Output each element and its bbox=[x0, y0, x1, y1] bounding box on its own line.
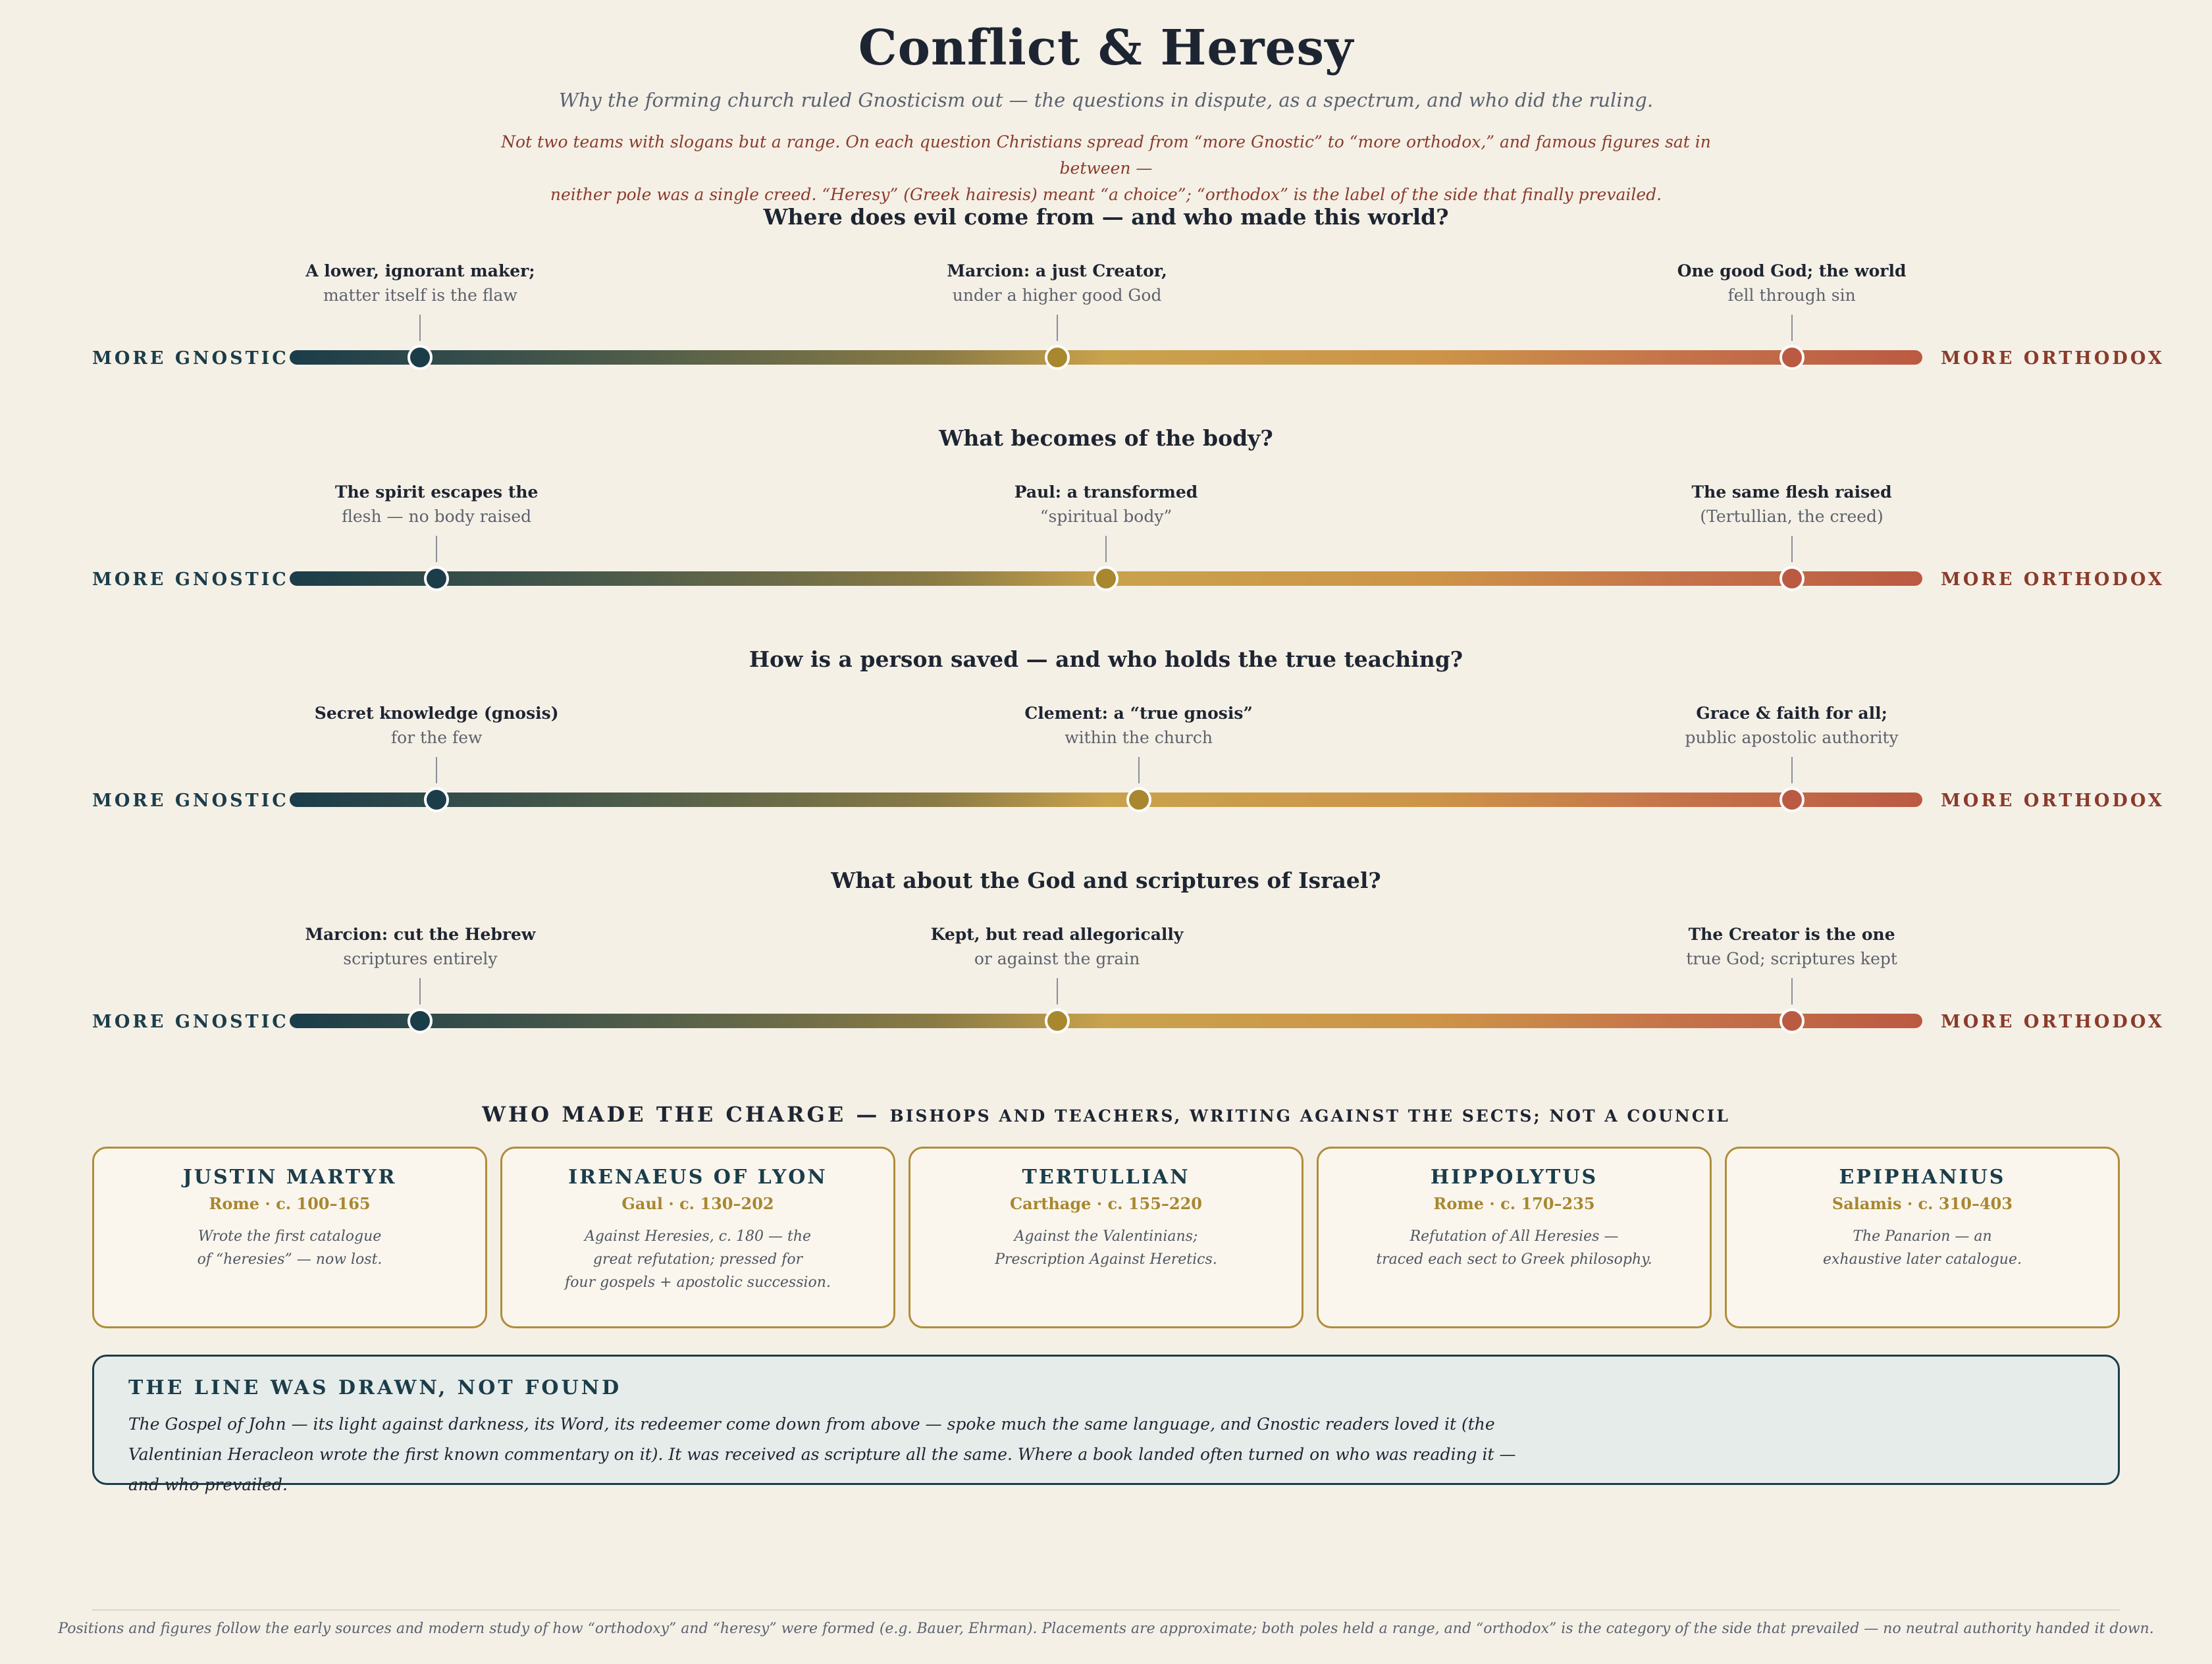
position-label-line1: One good God; the world bbox=[1677, 261, 1907, 280]
card-name: EPIPHANIUS bbox=[1839, 1166, 2006, 1189]
card-meta: Rome · c. 170–235 bbox=[1433, 1194, 1595, 1213]
position-tick bbox=[436, 757, 437, 783]
pole-label-orthodox: MORE ORTHODOX bbox=[1941, 1012, 2165, 1032]
position-label-line2: for the few bbox=[390, 728, 483, 747]
position-marker-gnostic bbox=[424, 566, 449, 591]
position-label-orthodox bbox=[1621, 923, 1963, 972]
card-description-line: of “heresies” — now lost. bbox=[197, 1251, 382, 1268]
position-label-line2: flesh — no body raised bbox=[342, 507, 532, 526]
card-meta: Gaul · c. 130–202 bbox=[621, 1194, 774, 1213]
charge-heading-sub: BISHOPS AND TEACHERS, WRITING AGAINST THE SECTS; NOT A COUNCIL bbox=[889, 1106, 1730, 1126]
card-name: HIPPOLYTUS bbox=[1430, 1166, 1598, 1189]
position-tick bbox=[436, 536, 437, 562]
pole-label-orthodox: MORE ORTHODOX bbox=[1941, 791, 2165, 811]
position-tick bbox=[1791, 536, 1793, 562]
position-label-line2: public apostolic authority bbox=[1685, 728, 1899, 747]
position-label-line1: A lower, ignorant maker; bbox=[305, 261, 535, 280]
card-name: IRENAEUS OF LYON bbox=[568, 1166, 828, 1189]
position-marker-orthodox bbox=[1779, 787, 1804, 812]
note-title: THE LINE WAS DRAWN, NOT FOUND bbox=[128, 1376, 622, 1399]
position-label-line1: The spirit escapes the bbox=[334, 482, 539, 502]
position-label-line1: Kept, but read allegorically bbox=[930, 925, 1184, 944]
card-description-line: exhaustive later catalogue. bbox=[1823, 1251, 2022, 1268]
position-tick bbox=[419, 315, 421, 341]
note-line-1: The Gospel of John — its light against darkness, its Word, its redeemer come down from above — spoke much the same language, and Gnostic readers loved it (the bbox=[128, 1415, 1495, 1434]
position-label-line1: The same flesh raised bbox=[1691, 482, 1892, 502]
card-description-line: Against the Valentinians; bbox=[1014, 1228, 1198, 1245]
position-label-middle bbox=[935, 481, 1277, 529]
pole-label-gnostic: MORE GNOSTIC bbox=[92, 1012, 289, 1032]
note-box bbox=[92, 1355, 2120, 1494]
pole-label-orthodox: MORE ORTHODOX bbox=[1941, 569, 2165, 590]
position-label-orthodox bbox=[1621, 481, 1963, 529]
position-marker-orthodox bbox=[1779, 1008, 1804, 1033]
card-description-line: traced each sect to Greek philosophy. bbox=[1376, 1251, 1652, 1268]
intro-line-1: Not two teams with slogans but a range. On each question Christians spread from “more Gnostic” to “more orthodox,” and famous figures sat in between — bbox=[501, 132, 1711, 178]
position-label-line1: Grace & faith for all; bbox=[1696, 704, 1887, 723]
question-title: What about the God and scriptures of Israel? bbox=[831, 868, 1381, 893]
position-marker-gnostic bbox=[408, 1008, 433, 1033]
spectrum-bar bbox=[290, 350, 1922, 365]
position-marker-gnostic bbox=[408, 345, 433, 370]
position-marker-gnostic bbox=[424, 787, 449, 812]
position-tick bbox=[1138, 757, 1140, 783]
page-title: Conflict & Heresy bbox=[858, 20, 1354, 76]
pole-label-gnostic: MORE GNOSTIC bbox=[92, 348, 289, 369]
position-label-gnostic bbox=[249, 259, 591, 308]
note-body bbox=[128, 1409, 1544, 1500]
card-name: JUSTIN MARTYR bbox=[182, 1166, 397, 1189]
card-epiphanius bbox=[1725, 1147, 2120, 1328]
card-description-line: four gospels + apostolic succession. bbox=[565, 1274, 831, 1291]
position-label-line2: scriptures entirely bbox=[343, 949, 498, 968]
card-description-line: Refutation of All Heresies — bbox=[1409, 1228, 1619, 1245]
footer-divider bbox=[92, 1609, 2120, 1611]
position-label-line2: matter itself is the flaw bbox=[323, 286, 517, 305]
position-label-gnostic bbox=[265, 702, 608, 750]
intro-line-2: neither pole was a single creed. “Heresy” (Greek hairesis) meant “a choice”; “orthodox” is the label of the side that finally prevailed. bbox=[550, 185, 1662, 204]
position-marker-middle bbox=[1045, 1008, 1070, 1033]
question-title: What becomes of the body? bbox=[939, 425, 1273, 451]
card-description-line: Against Heresies, c. 180 — the bbox=[584, 1228, 812, 1245]
card-description-line: The Panarion — an bbox=[1853, 1228, 1992, 1245]
position-label-gnostic bbox=[249, 923, 591, 972]
charge-heading bbox=[0, 1102, 2212, 1127]
position-tick bbox=[1105, 536, 1107, 562]
position-tick bbox=[1791, 757, 1793, 783]
position-label-middle bbox=[968, 702, 1310, 750]
position-tick bbox=[419, 978, 421, 1004]
card-justin-martyr bbox=[92, 1147, 487, 1328]
intro-text bbox=[487, 129, 1725, 208]
spectrum-body bbox=[0, 425, 2212, 623]
page-subtitle: Why the forming church ruled Gnosticism out — the questions in dispute, as a spectrum, and who did the ruling. bbox=[558, 89, 1654, 111]
question-title: Where does evil come from — and who made this world? bbox=[763, 204, 1449, 230]
card-hippolytus bbox=[1317, 1147, 1712, 1328]
position-tick bbox=[1057, 978, 1058, 1004]
position-label-line2: (Tertullian, the creed) bbox=[1700, 507, 1883, 526]
position-label-orthodox bbox=[1621, 702, 1963, 750]
position-marker-middle bbox=[1126, 787, 1151, 812]
position-label-gnostic bbox=[265, 481, 608, 529]
card-description-line: Wrote the first catalogue bbox=[198, 1228, 382, 1245]
position-label-line1: Marcion: cut the Hebrew bbox=[305, 925, 536, 944]
pole-label-orthodox: MORE ORTHODOX bbox=[1941, 348, 2165, 369]
position-marker-orthodox bbox=[1779, 566, 1804, 591]
spectrum-evil-origin bbox=[0, 204, 2212, 402]
position-label-line1: Marcion: a just Creator, bbox=[947, 261, 1167, 280]
card-description bbox=[968, 1225, 1244, 1271]
card-meta: Carthage · c. 155–220 bbox=[1009, 1194, 1203, 1213]
position-label-line2: “spiritual body” bbox=[1040, 507, 1172, 526]
card-irenaeus bbox=[500, 1147, 895, 1328]
spectrum-bar bbox=[290, 793, 1922, 807]
pole-label-gnostic: MORE GNOSTIC bbox=[92, 791, 289, 811]
position-label-line2: within the church bbox=[1065, 728, 1213, 747]
card-description-line: great refutation; pressed for bbox=[592, 1251, 803, 1268]
card-description bbox=[560, 1225, 836, 1294]
card-name: TERTULLIAN bbox=[1022, 1166, 1190, 1189]
position-label-orthodox bbox=[1621, 259, 1963, 308]
position-label-middle bbox=[886, 923, 1228, 972]
position-label-line2: fell through sin bbox=[1727, 286, 1856, 305]
position-label-line2: or against the grain bbox=[974, 949, 1140, 968]
card-description bbox=[1784, 1225, 2061, 1271]
card-meta: Rome · c. 100–165 bbox=[209, 1194, 371, 1213]
position-tick bbox=[1791, 315, 1793, 341]
note-line-2: Valentinian Heracleon wrote the first known commentary on it). It was received as scripture all the same. Where a book landed often turned on who was reading it — and who prevailed. bbox=[128, 1445, 1516, 1494]
charge-heading-main: WHO MADE THE CHARGE — bbox=[482, 1102, 890, 1127]
position-label-line2: under a higher good God bbox=[952, 286, 1162, 305]
position-label-middle bbox=[886, 259, 1228, 308]
spectrum-israel bbox=[0, 868, 2212, 1065]
pole-label-gnostic: MORE GNOSTIC bbox=[92, 569, 289, 590]
card-meta: Salamis · c. 310–403 bbox=[1831, 1194, 2013, 1213]
position-label-line2: true God; scriptures kept bbox=[1686, 949, 1897, 968]
spectrum-salvation bbox=[0, 646, 2212, 844]
card-tertullian bbox=[908, 1147, 1304, 1328]
footer-note: Positions and figures follow the early sources and modern study of how “orthodoxy” and “heresy” were formed (e.g. Bauer, Ehrman). Placements are approximate; both poles held a range, and “orthodox” is the category of the side that prevailed — no neutral authority handed it down. bbox=[58, 1621, 2154, 1637]
position-marker-middle bbox=[1093, 566, 1119, 591]
position-label-line1: The Creator is the one bbox=[1688, 925, 1895, 944]
position-marker-orthodox bbox=[1779, 345, 1804, 370]
position-marker-middle bbox=[1045, 345, 1070, 370]
card-description bbox=[151, 1225, 428, 1271]
question-title: How is a person saved — and who holds the true teaching? bbox=[749, 646, 1463, 672]
spectrum-bar bbox=[290, 1014, 1922, 1028]
card-description bbox=[1376, 1225, 1652, 1271]
position-tick bbox=[1057, 315, 1058, 341]
position-label-line1: Clement: a “true gnosis” bbox=[1024, 704, 1253, 723]
card-description-line: Prescription Against Heretics. bbox=[995, 1251, 1217, 1268]
position-tick bbox=[1791, 978, 1793, 1004]
position-label-line1: Paul: a transformed bbox=[1014, 482, 1198, 502]
accuser-cards bbox=[92, 1147, 2120, 1331]
position-label-line1: Secret knowledge (gnosis) bbox=[314, 704, 559, 723]
